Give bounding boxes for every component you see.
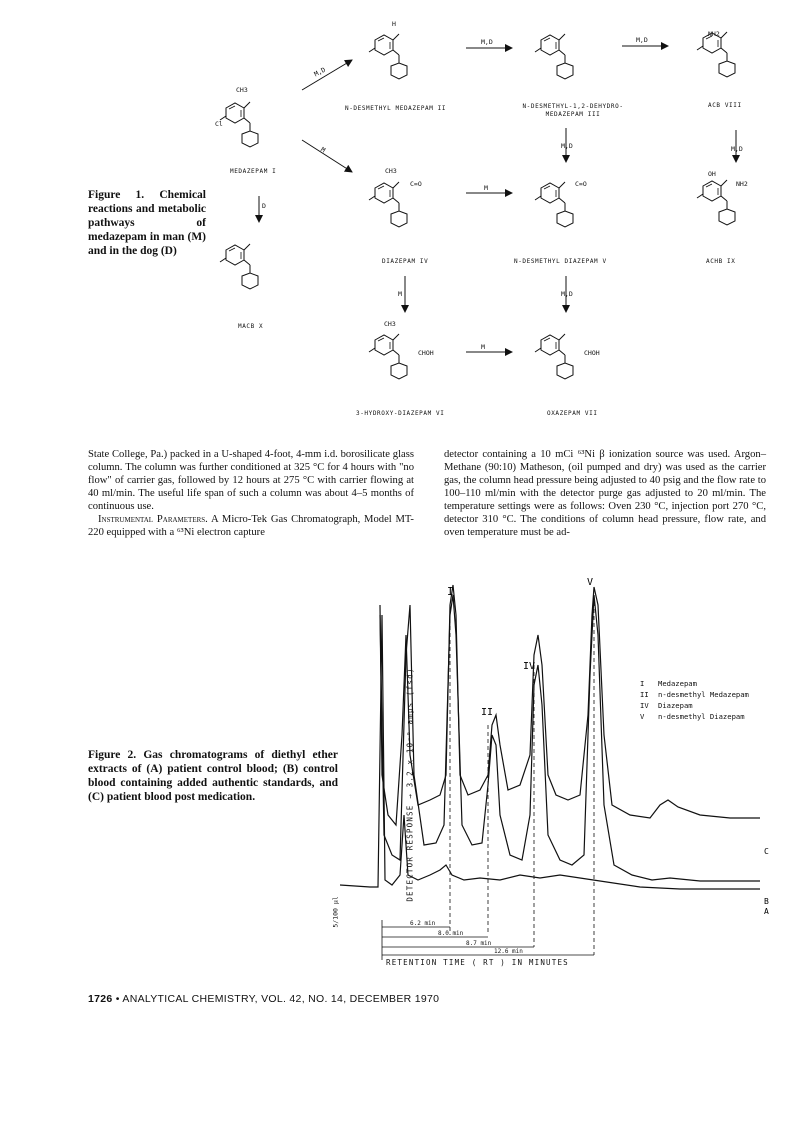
arrow-label-md-5: M,D	[731, 145, 743, 153]
chart-legend	[640, 678, 749, 722]
arrow-label-md-3: M,D	[636, 36, 648, 44]
paragraph-column-packing: State College, Pa.) packed in a U-shaped 4-foot, 4-mm i.d. borosilicate glass column. The column was further conditioned at 325 °C for 4 hours with "no flow" of carrier gas, followed by 12 hours at 275 °C with carrier flowing at 40 ml/min. The useful life span of such a column was about 4–5 months of continuous use.	[88, 449, 414, 512]
structure-medazepam	[220, 102, 258, 147]
atom-choh-oxazepam: CHOH	[584, 349, 600, 357]
compound-label-hydroxy-diazepam: 3-HYDROXY-DIAZEPAM VI	[356, 410, 445, 417]
x-axis-label: RETENTION TIME ( RT ) IN MINUTES	[386, 958, 569, 967]
figure2-caption: Figure 2. Gas chromatograms of diethyl ether extracts of (A) patient control blood; (B) control blood containing added authentic standards, and (C) patient blood post medication.	[88, 749, 338, 803]
body-column-right	[444, 448, 766, 539]
arrow-label-d: D	[262, 202, 266, 210]
compound-label-n-desmethyl-diazepam: N-DESMETHYL DIAZEPAM V	[514, 258, 607, 265]
arrow-label-m-3: M	[398, 290, 402, 298]
atom-ch3-hydroxy: CH3	[384, 320, 396, 328]
structure-oxazepam	[535, 334, 573, 379]
legend-item-1: I Medazepam	[640, 679, 697, 688]
structure-hydroxy-diazepam	[369, 334, 407, 379]
trace-label-C: C	[764, 847, 769, 856]
section-heading-instrumental: Instrumental Parameters.	[98, 514, 208, 525]
retention-label-3: 8.7 min	[466, 940, 492, 947]
figure1-caption: Figure 1. Chemical reactions and metabolic pathways of medazepam in man (M) and in the dog (D)	[88, 189, 206, 257]
page-footer	[88, 993, 439, 1005]
journal-citation: ANALYTICAL CHEMISTRY, VOL. 42, NO. 14, DECEMBER 1970	[122, 993, 440, 1005]
footer-bullet: •	[115, 993, 120, 1005]
compound-label-n-desmethyl-medazepam: N-DESMETHYL MEDAZEPAM II	[345, 105, 447, 112]
trace-label-B: B	[764, 897, 769, 906]
atom-nh2-achb: NH2	[736, 180, 748, 188]
atom-ch3-medazepam: CH3	[236, 86, 248, 94]
compound-label-dehydro-medazepam: N-DESMETHYL-1,2-DEHYDRO-MEDAZEPAM III	[522, 103, 624, 118]
structure-n-desmethyl-diazepam	[535, 182, 573, 227]
compound-label-acb: ACB VIII	[708, 102, 742, 109]
y-axis-label: DETECTOR RESPONSE → 3.2 x 10⁻⁹ amps (fsd)	[405, 667, 415, 902]
scale-note: 5/100 µl	[331, 896, 340, 928]
compound-label-oxazepam: OXAZEPAM VII	[547, 410, 598, 417]
arrow-label-md-2: M,D	[481, 38, 493, 46]
legend-item-4: V n-desmethyl Diazepam	[640, 712, 745, 721]
paragraph-detector: detector containing a 10 mCi ⁶³Ni β ionization source was used. Argon–Methane (90:10) Matheson, (oil pumped and dry) was used as the carrier gas, the column head pressure being adjusted to 40 psig and the flow rate to 100–110 ml/min with the detector purge gas adjusted to 20 ml/min. The temperature settings were as follows: Oven 230 °C, injection port 270 °C, detector 310 °C. The conditions of column head pressure, flow rate, and oven temperature must be ad-	[444, 449, 766, 538]
atom-ceo-desmethyl-diazepam: C=O	[575, 180, 587, 188]
atom-nh-desmethyl: H	[392, 20, 396, 28]
arrow-label-md-4: M,D	[561, 142, 573, 150]
structure-diazepam	[369, 182, 407, 227]
compound-label-macb: MACB X	[238, 323, 264, 330]
structure-macb	[220, 244, 258, 289]
paragraph-instrumental: A Micro-Tek Gas Chromatograph, Model MT-220 equipped with a ⁶³Ni electron capture	[88, 514, 414, 538]
retention-label-2: 8.0 min	[438, 930, 464, 937]
atom-ch3-diazepam: CH3	[385, 167, 397, 175]
trace-label-A: A	[764, 907, 769, 916]
atom-choh-hydroxy: CHOH	[418, 349, 434, 357]
page-number: 1726	[88, 993, 113, 1005]
arrow-label-md-1: M,D	[312, 65, 327, 79]
retention-label-4: 12.6 min	[494, 948, 523, 955]
body-column-left	[88, 448, 414, 539]
peak-label-V: V	[587, 577, 594, 588]
arrow-label-m-2: M	[484, 184, 488, 192]
peak-label-I: I	[447, 585, 454, 598]
arrow-med-to-desmethyl	[302, 60, 352, 90]
arrow-label-m-1: M	[319, 145, 327, 155]
atom-cl-medazepam: Cl	[215, 120, 223, 128]
structure-achb	[697, 180, 735, 225]
legend-item-3: IV Diazepam	[640, 701, 693, 710]
legend-item-2: II n-desmethyl Medazepam	[640, 690, 749, 699]
compound-label-diazepam: DIAZEPAM IV	[382, 258, 429, 265]
structure-dehydro-medazepam	[535, 34, 573, 79]
compound-label-medazepam: MEDAZEPAM I	[230, 168, 277, 175]
structure-n-desmethyl-medazepam	[369, 34, 407, 79]
retention-label-1: 6.2 min	[410, 920, 436, 927]
arrow-med-to-diazepam	[302, 140, 352, 172]
peak-label-IV: IV	[523, 661, 536, 672]
trace-B	[380, 595, 760, 881]
compound-label-achb: ACHB IX	[706, 258, 736, 265]
arrow-label-md-6: M,D	[561, 290, 573, 298]
arrow-label-m-4: M	[481, 343, 485, 351]
atom-nh2-acb: NH2	[708, 30, 720, 38]
atom-ceo-diazepam: C=O	[410, 180, 422, 188]
peak-label-II: II	[481, 707, 494, 718]
atom-oh-achb: OH	[708, 170, 716, 178]
structure-acb	[697, 32, 735, 77]
